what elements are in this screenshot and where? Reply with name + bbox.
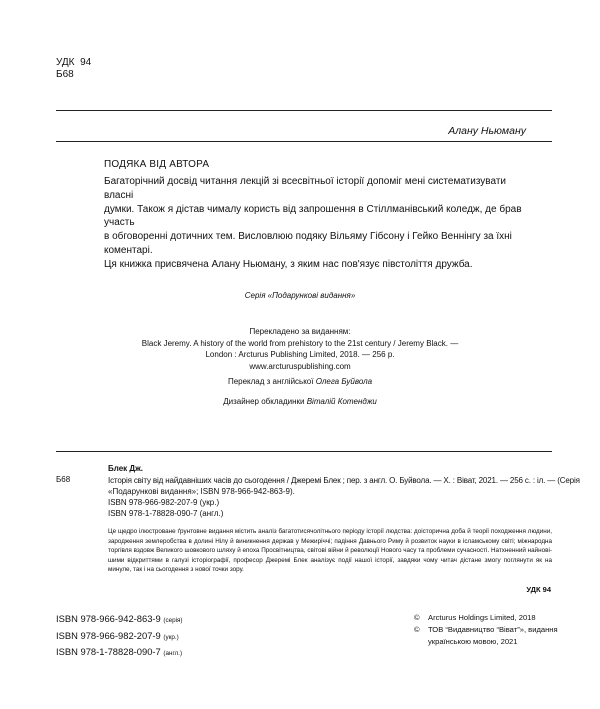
isbn-number: ISBN 978-1-78828-090-7	[56, 646, 161, 657]
isbn-note: (укр.)	[163, 633, 179, 641]
catalog-divider	[56, 451, 552, 452]
translator-name: Олега Буйвола	[315, 377, 373, 386]
catalog-code: Б68	[56, 475, 71, 484]
designer-label: Дизайнер обкладинки	[223, 397, 305, 406]
isbn-note: (англ.)	[163, 650, 183, 657]
isbn-number: ISBN 978-966-942-863-9	[56, 613, 161, 624]
udk-label: УДК	[56, 57, 75, 68]
udk-block	[56, 57, 91, 81]
isbn-item	[56, 645, 183, 662]
catalog-description	[108, 475, 580, 497]
isbn-item	[56, 612, 183, 629]
acknowledgements-line: в обговоренні дотичних тем. Висловлюю подяку Вільяму Гібсону і Гейко Веннінгу за їхні коментарі.	[104, 231, 512, 256]
acknowledgements-line: Багаторічний досвід читання лекцій зі всесвітньої історії допоміг мені систематизувати власні	[104, 176, 507, 201]
copyright-text-continued: українською мовою, 2021	[428, 636, 518, 646]
acknowledgements-line: думки. Також я дістав чималу користь від запрошення в Стіллманівський коледж, де брав участь	[104, 203, 522, 229]
annotation: Це щедро ілюстроване ґрунтовне видання містить аналіз багатотисячолітнього періоду історії людства: доісторична доба й теорії походження людини, зародження землеробства в долині Нілу й виникнення держав у Межиріччі; падіння Давнього Риму й розвиток науки в ісламському світі; міжнародна торгівля вздовж Великого шовкового шляху й епоха Просвітництва, світові війни й революції Нового часу та проблеми сучасності. Натхненний найнові-шими відкриттями в галузі історіографії, професор Джеремі Блек аналізує події нашої історії, завдяки чому читач дістане змогу поглянути як на минуле, так і на сьогодення з нової точки зору.	[108, 528, 552, 574]
translator-credit	[0, 376, 600, 388]
catalog-author: Блек Дж.	[108, 464, 143, 473]
top-divider	[56, 110, 552, 111]
acknowledgements-line: Ця книжка присвячена Алану Ньюману, з яким нас пов'язує півстоліття дружба.	[104, 258, 473, 270]
catalog-line: «Подарункові видання»; ISBN 978-966-942-863-9).	[108, 487, 295, 496]
udk-code: 94	[80, 57, 92, 68]
copyright-symbol: ©	[414, 624, 420, 634]
publisher-url: www.arcturuspublishing.com	[249, 361, 351, 371]
acknowledgements-text	[104, 175, 536, 272]
copyright-symbol: ©	[414, 613, 420, 622]
dedication-divider	[56, 141, 552, 142]
designer-name: Віталій Котенджи	[306, 397, 377, 406]
copyright-line	[414, 624, 558, 636]
original-edition	[0, 326, 600, 372]
original-citation-line: Black Jeremy. A history of the world from prehistory to the 21st century / Jeremy Black. —	[141, 338, 459, 348]
catalog-isbn: ISBN 978-966-982-207-9 (укр.)	[108, 498, 220, 507]
author-mark: Б68	[56, 69, 74, 80]
translator-label: Переклад з англійської	[227, 377, 314, 386]
dedication: Алану Ньюману	[448, 125, 526, 137]
series-title: Серія «Подарункові видання»	[244, 291, 356, 300]
original-heading: Перекладено за виданням:	[249, 327, 351, 336]
udk-bottom: УДК 94	[526, 585, 551, 594]
copyright-line	[414, 612, 558, 624]
copyright-text: ТОВ “Видавництво “Віват”», видання	[428, 624, 558, 634]
catalog-isbn: ISBN 978-1-78828-090-7 (англ.)	[108, 509, 224, 518]
udk-line	[56, 57, 91, 69]
original-citation-line: London : Arcturus Publishing Limited, 2018. — 256 p.	[205, 350, 395, 359]
isbn-number: ISBN 978-966-982-207-9	[56, 629, 161, 641]
copyright-block	[414, 612, 558, 647]
catalog-line: Історія світу від найдавніших часів до сьогодення / Джеремі Блек ; пер. з англ. О. Буйвола. — Х. : Віват, 2021. — 256 с. : іл. — (Серія	[108, 476, 580, 485]
copyright-text: Arcturus Holdings Limited, 2018	[428, 613, 536, 622]
catalog-isbns	[108, 497, 553, 519]
designer-credit	[0, 396, 600, 408]
isbn-note: (серія)	[163, 617, 183, 624]
acknowledgements-title: ПОДЯКА ВІД АВТОРА	[104, 159, 210, 170]
isbn-list	[56, 612, 183, 662]
isbn-item	[56, 629, 183, 646]
